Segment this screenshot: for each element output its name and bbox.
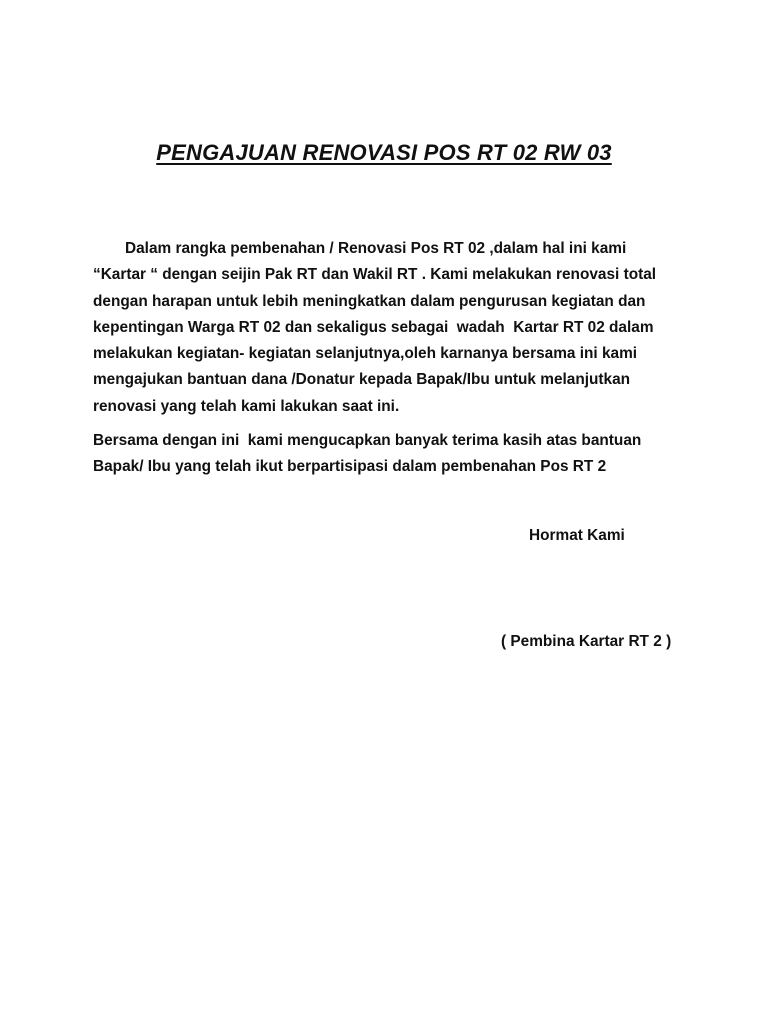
paragraph-line: renovasi yang telah kami lakukan saat ini. [93, 397, 400, 415]
paragraph-2 [93, 428, 693, 481]
paragraph-spacer [93, 420, 693, 428]
paragraph-line: Bersama dengan ini kami mengucapkan banyak terima kasih atas bantuan [93, 432, 642, 450]
closing-text: Hormat Kami [529, 527, 625, 544]
paragraph-line: “Kartar “ dengan seijin Pak RT dan Wakil RT . Kami melakukan renovasi total [93, 266, 657, 284]
signature-text: ( Pembina Kartar RT 2 ) [501, 633, 672, 650]
paragraph-1 [93, 236, 693, 420]
document-body [93, 236, 693, 481]
document-title: PENGAJUAN RENOVASI POS RT 02 RW 03 [156, 140, 612, 165]
paragraph-line: kepentingan Warga RT 02 dan sekaligus sebagai wadah Kartar RT 02 dalam [93, 318, 654, 336]
paragraph-line: dengan harapan untuk lebih meningkatkan dalam pengurusan kegiatan dan [93, 292, 646, 310]
paragraph-line: Dalam rangka pembenahan / Renovasi Pos RT 02 ,dalam hal ini kami [125, 240, 627, 257]
paragraph-line: melakukan kegiatan- kegiatan selanjutnya,oleh karnanya bersama ini kami [93, 345, 638, 363]
paragraph-line: mengajukan bantuan dana /Donatur kepada Bapak/Ibu untuk melanjutkan [93, 371, 631, 389]
paragraph-line: Bapak/ Ibu yang telah ikut berpartisipasi dalam pembenahan Pos RT 2 [93, 458, 607, 476]
